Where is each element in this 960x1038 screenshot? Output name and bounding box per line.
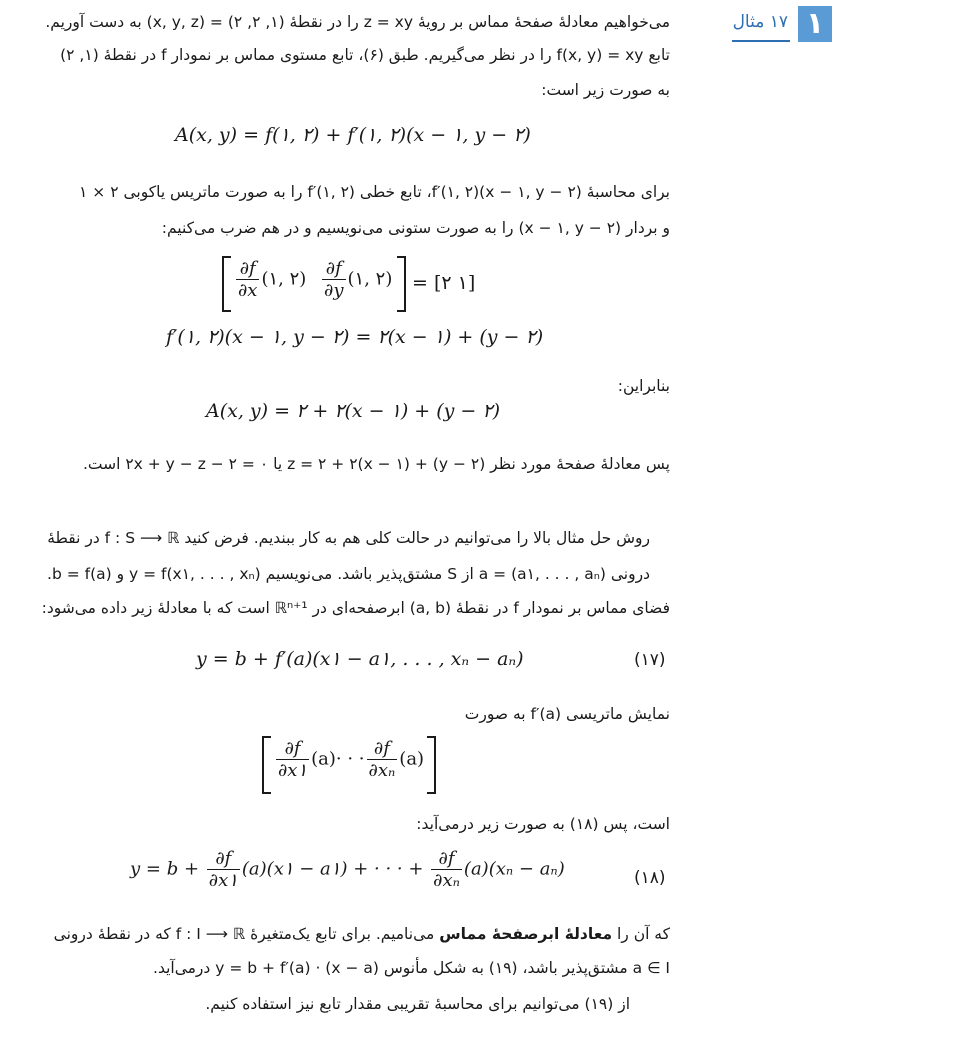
equation-18-number: (۱۸) <box>634 868 666 888</box>
matrix-intro: نمایش ماتریسی f′(a) به صورت <box>464 705 670 723</box>
equation-1: A(x, y) = f(۱, ۲) + f′(۱, ۲)(x − ۱, y − ۲) <box>175 124 531 146</box>
para1-line2: تابع f(x, y) = xy را در نظر می‌گیریم. طبق (۶)، تابع مستوی مماس بر نمودار f در نقطهٔ (۱, ۲) <box>60 46 670 64</box>
jacobian-entries: $\frac{\partial f}{\partial x}$ (۱, ۲) $\frac{\partial f}{\partial y}$ (۱, ۲) <box>238 258 393 301</box>
equation-17: y = b + f′(a)(x۱ − a۱, . . . , xₙ − aₙ) <box>196 648 524 670</box>
para1-line3: به صورت زیر است: <box>541 81 670 99</box>
para3-line3: فضای مماس بر نمودار f در نقطهٔ (a, b) ابرصفحه‌ای در ℝⁿ⁺¹ است که با معادلهٔ زیر داده می‌شود: <box>41 599 670 617</box>
general-jacobian-matrix <box>262 736 436 794</box>
example-label: ۱۷ مثال <box>732 12 788 32</box>
after-matrix: است، پس (۱۸) به صورت زیر درمی‌آید: <box>416 815 670 833</box>
example-number: ۱ <box>798 6 832 42</box>
para2-line2: و بردار (x − ۱, y − ۲) را به صورت ستونی می‌نویسیم و در هم ضرب می‌کنیم: <box>161 219 670 237</box>
para3-line1: روش حل مثال بالا را می‌توانیم در حالت کلی هم به کار ببندیم. فرض کنید f : S ⟶ ℝ در نقطهٔ <box>47 529 650 547</box>
para1-line1: می‌خواهیم معادلهٔ صفحهٔ مماس بر رویهٔ z = xy را در نقطهٔ (۱, ۲, ۲) = (x, y, z) به دست آوریم. <box>45 13 670 31</box>
para4-line3: از (۱۹) می‌توانیم برای محاسبهٔ تقریبی مقدار تابع نیز استفاده کنیم. <box>205 995 630 1013</box>
para4-line2: a ∈ I مشتق‌پذیر باشد، (۱۹) به شکل مأنوس y = b + f′(a) · (x − a) درمی‌آید. <box>153 959 670 977</box>
equation-18: y = b + $\frac{\partial f}{\partial x۱}$ (a)(x۱ − a۱) + · · · + $\frac{\partial f}{\text{∂xₙ}}$ (a)(xₙ − aₙ) <box>130 848 565 891</box>
equation-4: A(x, y) = ۲ + ۲(x − ۱) + (y − ۲) <box>206 400 500 422</box>
jacobian-matrix <box>222 256 406 312</box>
para2-line1: برای محاسبهٔ (x − ۱, y − ۲)f′(۱, ۲)، تابع خطی f′(۱, ۲) را به صورت ماتریس یاکوبی ۲ × ۱ <box>79 183 670 201</box>
equation-3: f′(۱, ۲)(x − ۱, y − ۲) = ۲(x − ۱) + (y − ۲) <box>166 326 544 348</box>
general-jacobian-entries: $\frac{\partial f}{\partial x۱}$ (a)· · · $\frac{\partial f}{\text{∂xₙ}}$ (a) <box>278 738 425 781</box>
therefore-label: بنابراین: <box>617 377 670 395</box>
conclusion-line: پس معادلهٔ صفحهٔ مورد نظر z = ۲ + ۲(x − ۱) + (y − ۲) یا ۲x + y − z − ۲ = ۰ است. <box>82 455 670 473</box>
equation-17-number: (۱۷) <box>634 650 666 670</box>
term-tangent-hyperplane: معادلهٔ ابرصفحهٔ مماس <box>439 925 613 943</box>
para4-line1: که آن را معادلهٔ ابرصفحهٔ مماس می‌نامیم. برای تابع یک‌متغیرهٔ f : I ⟶ ℝ که در نقطهٔ درونی <box>53 925 670 943</box>
para3-line2: درونی a = (a۱, . . . , aₙ) از S مشتق‌پذیر باشد. می‌نویسیم y = f(x۱, . . . , xₙ) و b = f(a). <box>47 565 650 583</box>
example-badge <box>722 6 832 46</box>
example-underline <box>732 40 790 42</box>
jacobian-value: = [۲ ۱] <box>412 272 476 294</box>
